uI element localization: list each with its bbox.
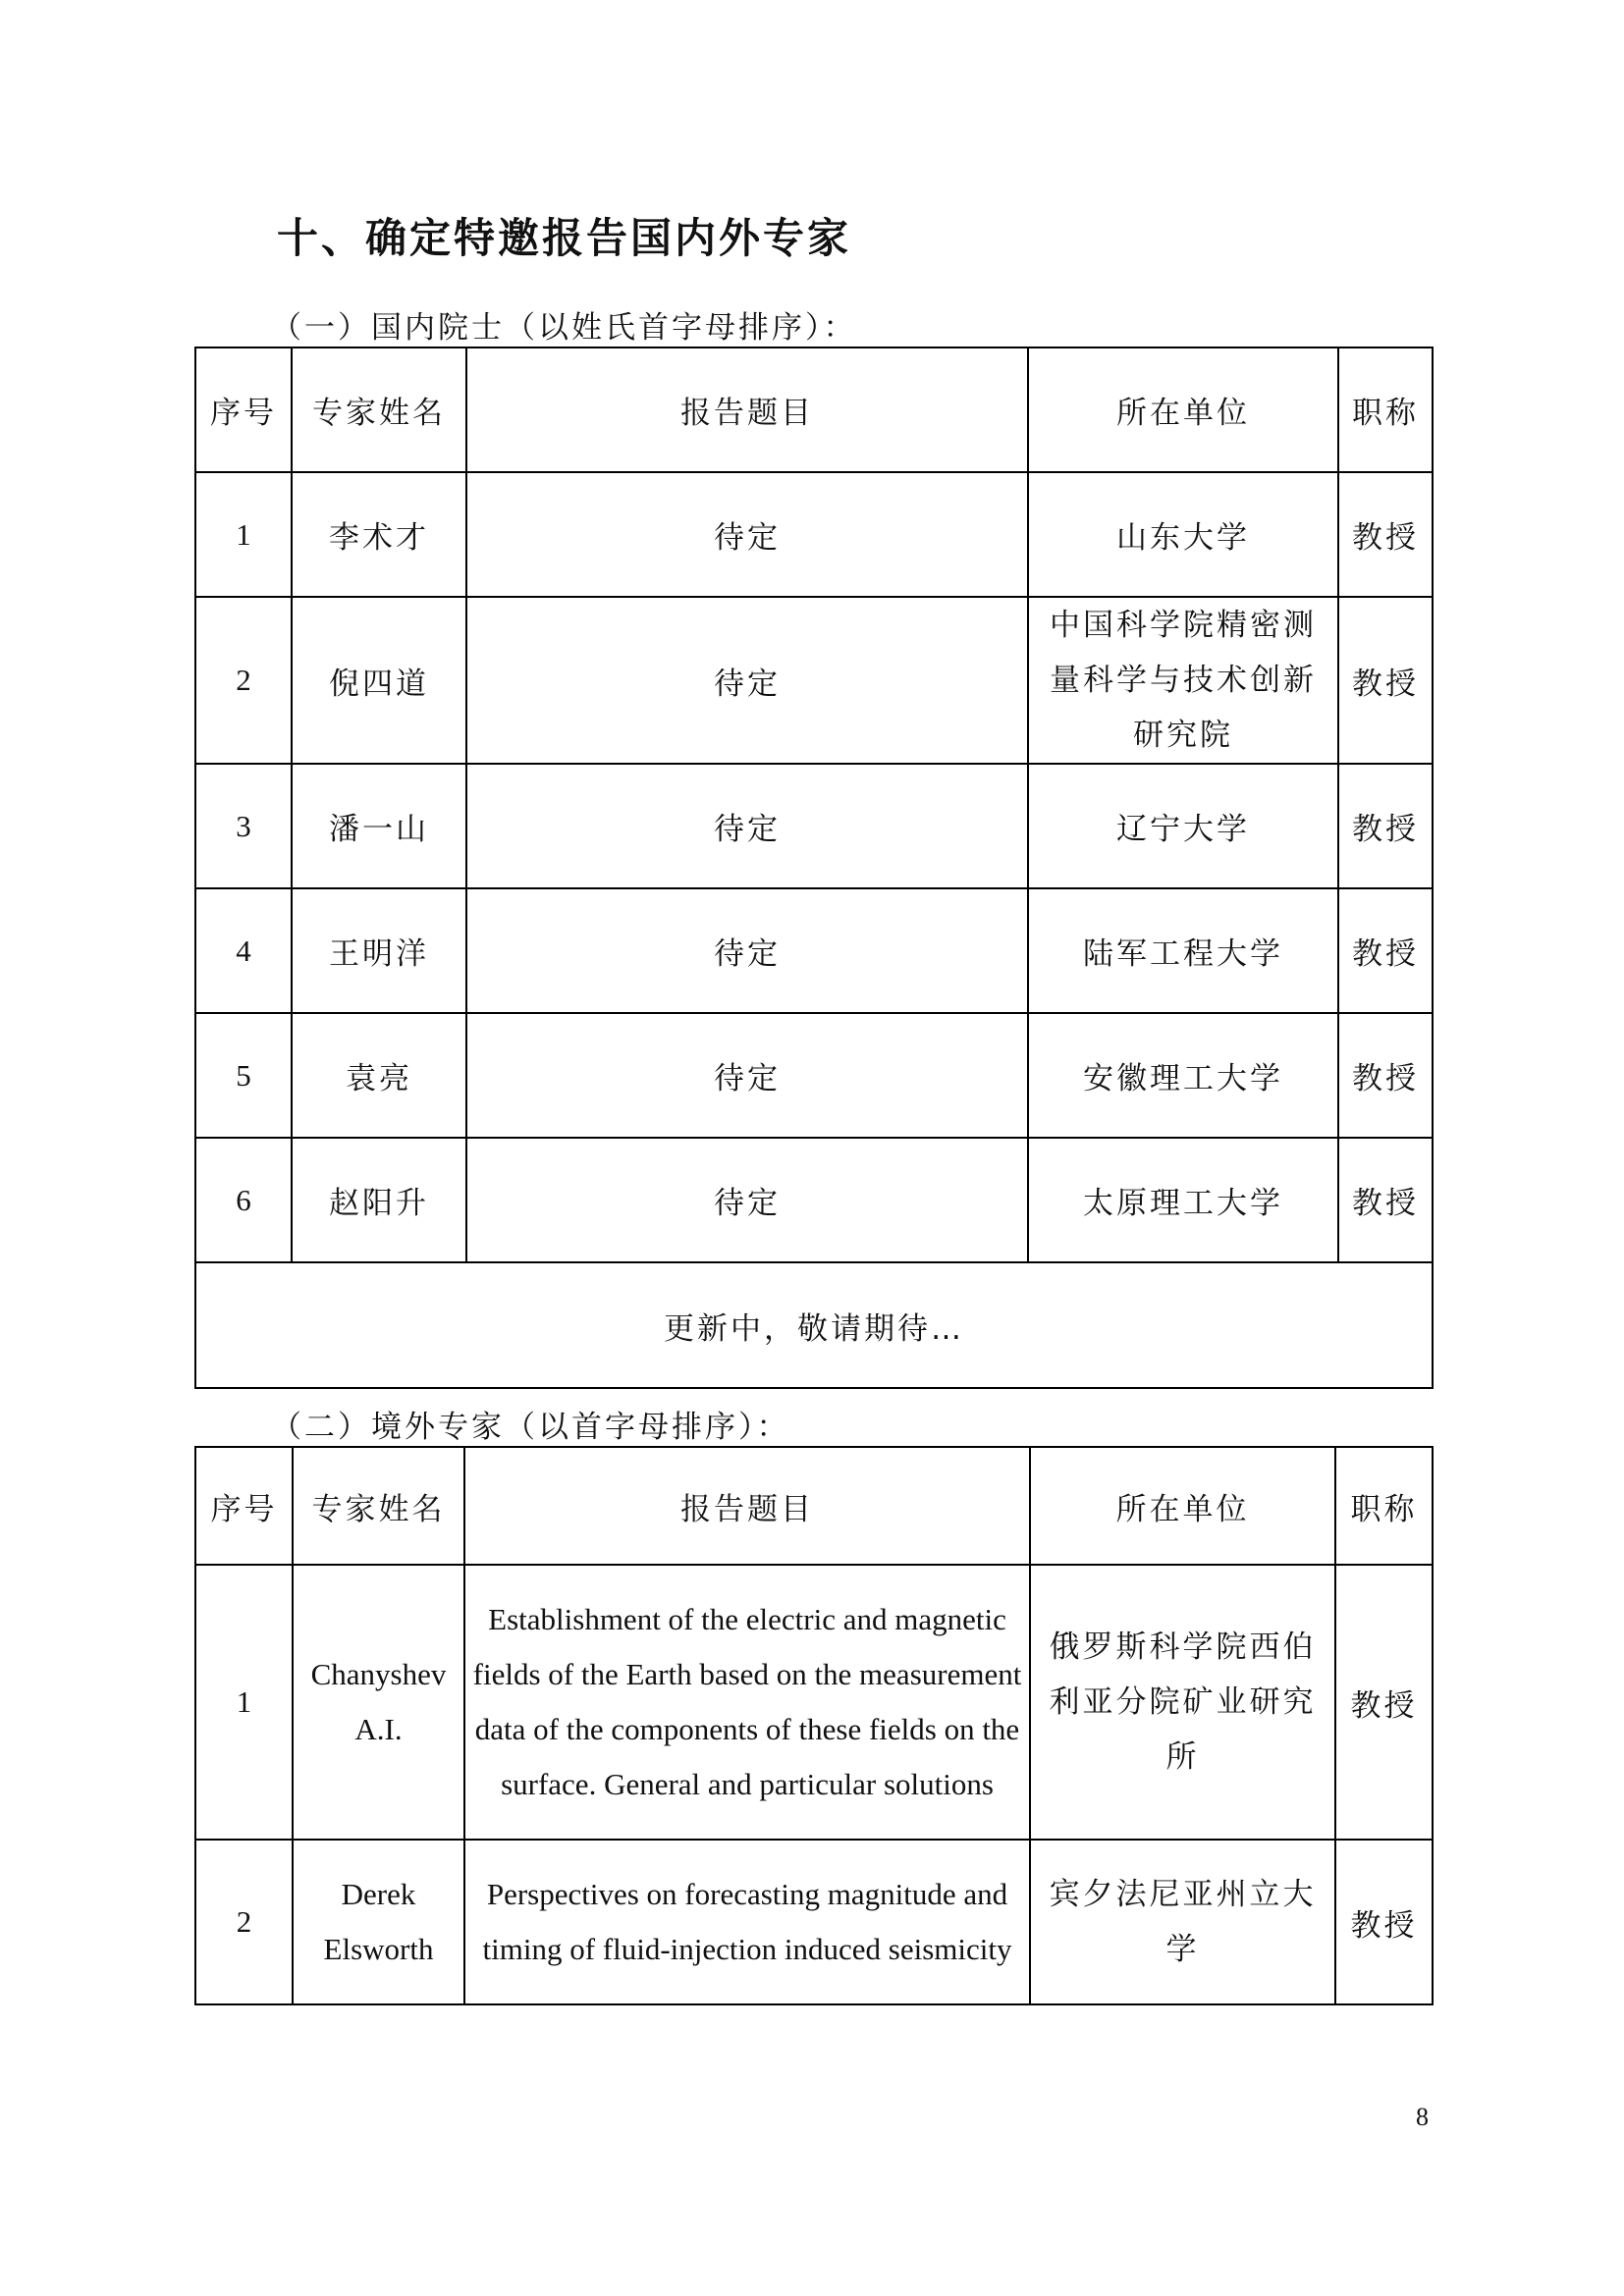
cell-topic: 待定 [466,888,1028,1013]
col-header-title: 职称 [1338,347,1433,472]
col-header-title: 职称 [1335,1447,1433,1565]
col-header-org: 所在单位 [1028,347,1338,472]
table-header-row [195,1447,1433,1565]
domestic-subheading: （一）国内院士（以姓氏首字母排序）： [271,310,857,346]
cell-title: 教授 [1335,1565,1433,1840]
section-heading: 十、确定特邀报告国内外专家 [277,214,852,262]
cell-no: 6 [195,1138,292,1262]
cell-no: 3 [195,764,292,888]
table-row [195,472,1433,597]
col-header-name: 专家姓名 [292,347,466,472]
cell-no: 2 [195,597,292,764]
cell-topic: 待定 [466,1013,1028,1138]
cell-title: 教授 [1338,888,1433,1013]
cell-org: 辽宁大学 [1028,764,1338,888]
table-row [195,1013,1433,1138]
cell-org: 陆军工程大学 [1028,888,1338,1013]
col-header-no: 序号 [195,1447,293,1565]
table-row [195,1138,1433,1262]
col-header-no: 序号 [195,347,292,472]
cell-topic: 待定 [466,472,1028,597]
cell-topic: Establishment of the electric and magnetic fields of the Earth based on the measurement data of the components of these fields on the surface. General and particular solutions [464,1565,1030,1840]
col-header-topic: 报告题目 [466,347,1028,472]
cell-name: 倪四道 [292,597,466,764]
cell-name: 李术才 [292,472,466,597]
cell-name: Derek Elsworth [293,1840,464,2004]
cell-title: 教授 [1338,1013,1433,1138]
cell-name: 袁亮 [292,1013,466,1138]
cell-name: 潘一山 [292,764,466,888]
foreign-experts-table [194,1446,1434,2005]
cell-topic: 待定 [466,597,1028,764]
col-header-org: 所在单位 [1030,1447,1335,1565]
table-row [195,1840,1433,2004]
cell-org: 宾夕法尼亚州立大学 [1030,1840,1335,2004]
cell-name: 王明洋 [292,888,466,1013]
cell-org: 太原理工大学 [1028,1138,1338,1262]
foreign-subheading: （二）境外专家（以首字母排序）： [271,1410,790,1445]
update-note: 更新中，敬请期待… [195,1262,1433,1388]
table-header-row [195,347,1433,472]
cell-org: 中国科学院精密测量科学与技术创新研究院 [1028,597,1338,764]
table-note-row [195,1262,1433,1388]
cell-no: 1 [195,472,292,597]
cell-no: 2 [195,1840,293,2004]
cell-org: 山东大学 [1028,472,1338,597]
cell-org: 安徽理工大学 [1028,1013,1338,1138]
table-row [195,764,1433,888]
cell-no: 1 [195,1565,293,1840]
table-row [195,1565,1433,1840]
cell-title: 教授 [1335,1840,1433,2004]
cell-topic: 待定 [466,764,1028,888]
cell-title: 教授 [1338,764,1433,888]
cell-title: 教授 [1338,1138,1433,1262]
cell-title: 教授 [1338,472,1433,597]
cell-name: Chanyshev A.I. [293,1565,464,1840]
table-row [195,888,1433,1013]
cell-no: 5 [195,1013,292,1138]
cell-title: 教授 [1338,597,1433,764]
col-header-name: 专家姓名 [293,1447,464,1565]
col-header-topic: 报告题目 [464,1447,1030,1565]
cell-org: 俄罗斯科学院西伯利亚分院矿业研究所 [1030,1565,1335,1840]
domestic-experts-table [194,347,1434,1389]
table-row [195,597,1433,764]
cell-topic: Perspectives on forecasting magnitude and timing of fluid-injection induced seismicity [464,1840,1030,2004]
page-number: 8 [1416,2103,1429,2131]
cell-topic: 待定 [466,1138,1028,1262]
cell-name: 赵阳升 [292,1138,466,1262]
cell-no: 4 [195,888,292,1013]
